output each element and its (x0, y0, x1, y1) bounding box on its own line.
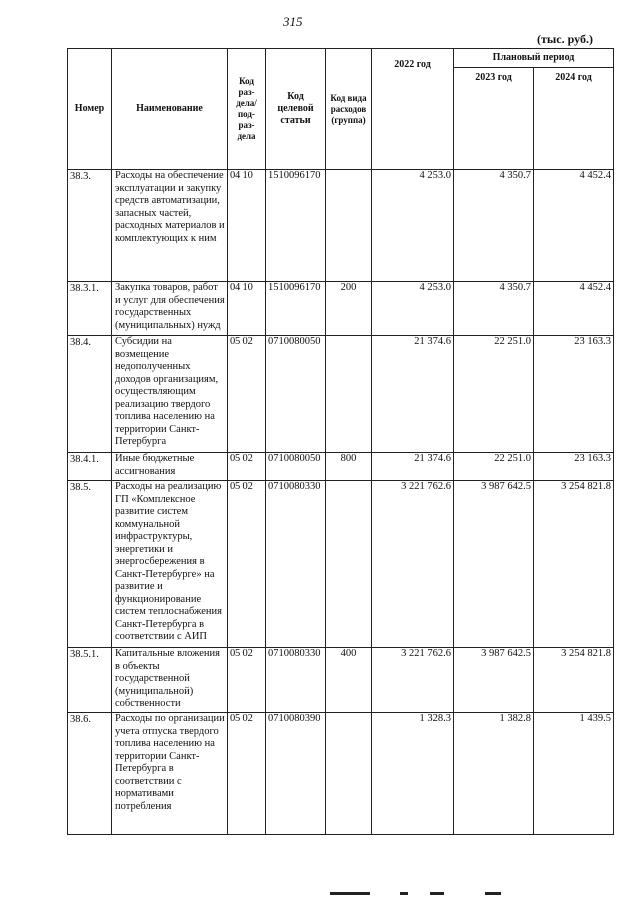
row-kind (326, 713, 372, 835)
row-name: Капитальные вложения в объекты государственной (муниципальной) собственности (112, 648, 228, 713)
row-number: 38.4.1. (68, 453, 112, 481)
row-target: 1510096170 (266, 282, 326, 336)
header-number: Номер (68, 49, 112, 170)
table-row (68, 336, 614, 453)
row-2023: 22 251.0 (454, 453, 534, 481)
row-number: 38.6. (68, 713, 112, 835)
row-target: 0710080050 (266, 453, 326, 481)
row-section: 05 02 (228, 713, 266, 835)
row-2022: 4 253.0 (372, 282, 454, 336)
header-name: Наименование (112, 49, 228, 170)
row-name: Субсидии на возмещение недополученных доходов организациям, осуществляющим реализацию твердого топлива населению на территории Санкт-Петербурга (112, 336, 228, 453)
row-2024: 1 439.5 (534, 713, 614, 835)
page-number: 315 (283, 14, 303, 29)
row-2022: 3 221 762.6 (372, 648, 454, 713)
row-section: 05 02 (228, 481, 266, 648)
units-label: (тыс. руб.) (537, 32, 593, 46)
row-kind (326, 481, 372, 648)
scan-edge-marks (260, 892, 560, 898)
header-2022: 2022 год (372, 49, 454, 170)
table-row (68, 282, 614, 336)
row-kind (326, 336, 372, 453)
row-section: 04 10 (228, 282, 266, 336)
row-section: 04 10 (228, 170, 266, 282)
header-target: Код целевой статьи (266, 49, 326, 170)
budget-table (67, 48, 614, 835)
row-2024: 23 163.3 (534, 336, 614, 453)
row-name: Закупка товаров, работ и услуг для обеспечения государственных (муниципальных) нужд (112, 282, 228, 336)
row-name: Расходы на реализацию ГП «Комплексное развитие систем коммунальной инфраструктуры, энергетики и энергосбережения в Санкт-Петербурге» на развитие и функционирование систем теплоснабжения Санкт-Петербурга в соответствии с АИП (112, 481, 228, 648)
row-2023: 3 987 642.5 (454, 481, 534, 648)
row-number: 38.4. (68, 336, 112, 453)
row-kind: 200 (326, 282, 372, 336)
row-2023: 4 350.7 (454, 282, 534, 336)
row-number: 38.5. (68, 481, 112, 648)
row-kind (326, 170, 372, 282)
table-row (68, 481, 614, 648)
row-2024: 4 452.4 (534, 170, 614, 282)
row-section: 05 02 (228, 336, 266, 453)
row-2024: 4 452.4 (534, 282, 614, 336)
table-row (68, 648, 614, 713)
row-target: 0710080330 (266, 648, 326, 713)
header-section: Код раз-дела/ под-раз-дела (228, 49, 266, 170)
table-row (68, 453, 614, 481)
row-target: 0710080390 (266, 713, 326, 835)
row-target: 1510096170 (266, 170, 326, 282)
row-number: 38.5.1. (68, 648, 112, 713)
row-name: Расходы на обеспечение эксплуатации и закупку средств автоматизации, запасных частей, расходных материалов и комплектующих к ним (112, 170, 228, 282)
row-2022: 1 328.3 (372, 713, 454, 835)
row-section: 05 02 (228, 648, 266, 713)
header-kind: Код вида расходов (группа) (326, 49, 372, 170)
table-row (68, 170, 614, 282)
header-2023: 2023 год (454, 68, 534, 170)
row-2022: 21 374.6 (372, 336, 454, 453)
row-name: Иные бюджетные ассигнования (112, 453, 228, 481)
row-section: 05 02 (228, 453, 266, 481)
row-2024: 3 254 821.8 (534, 481, 614, 648)
row-2023: 22 251.0 (454, 336, 534, 453)
row-kind: 400 (326, 648, 372, 713)
row-2022: 4 253.0 (372, 170, 454, 282)
row-2023: 3 987 642.5 (454, 648, 534, 713)
header-2024: 2024 год (534, 68, 614, 170)
row-target: 0710080330 (266, 481, 326, 648)
row-2023: 4 350.7 (454, 170, 534, 282)
header-plan-period: Плановый период (454, 49, 614, 68)
table-row (68, 713, 614, 835)
row-2024: 23 163.3 (534, 453, 614, 481)
row-number: 38.3. (68, 170, 112, 282)
row-2022: 3 221 762.6 (372, 481, 454, 648)
row-2023: 1 382.8 (454, 713, 534, 835)
row-2024: 3 254 821.8 (534, 648, 614, 713)
row-target: 0710080050 (266, 336, 326, 453)
row-2022: 21 374.6 (372, 453, 454, 481)
row-name: Расходы по организации учета отпуска твердого топлива населению на территории Санкт-Петербурга в соответствии с нормативами потребления (112, 713, 228, 835)
row-kind: 800 (326, 453, 372, 481)
row-number: 38.3.1. (68, 282, 112, 336)
